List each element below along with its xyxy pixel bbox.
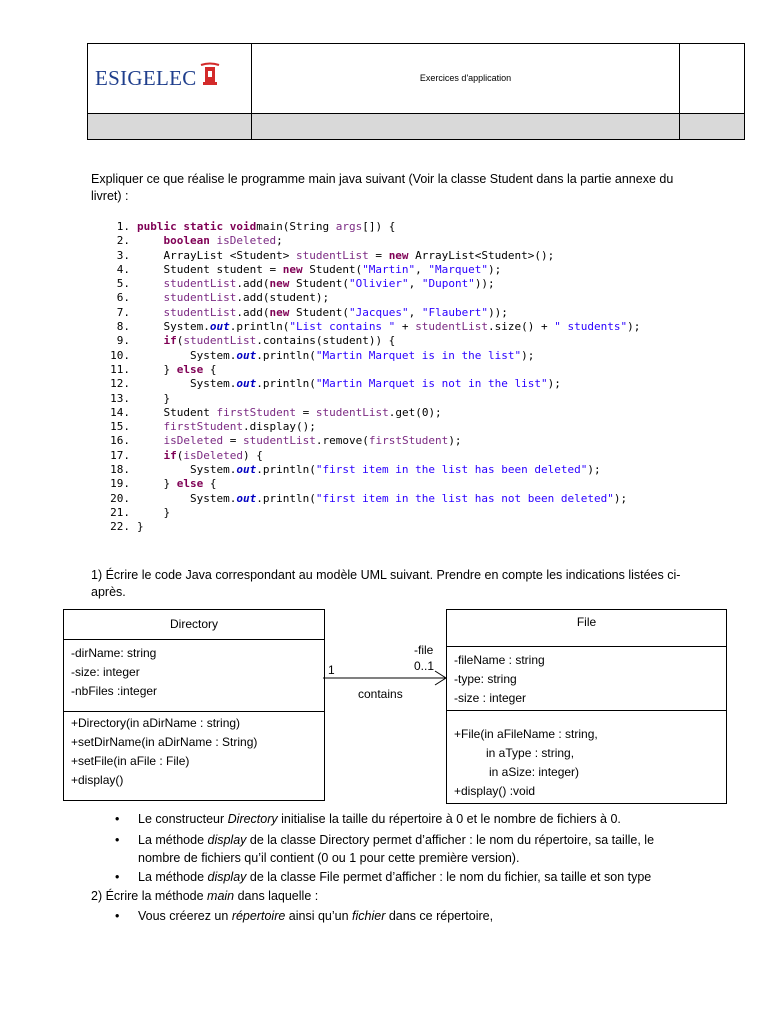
code-token: .println( — [256, 377, 316, 391]
uml-operation: in aType : string, — [486, 746, 575, 760]
code-token: studentList — [315, 405, 389, 419]
code-line — [108, 420, 640, 434]
uml-class-name: Directory — [64, 610, 324, 640]
code-line — [108, 449, 640, 463]
code-token: .println( — [256, 348, 316, 362]
code-token: "Jacques" — [348, 305, 409, 319]
uml-attributes — [64, 640, 324, 712]
code-token — [137, 449, 164, 462]
line-number: 21. — [110, 505, 130, 519]
code-token: ) { — [242, 448, 263, 462]
code-token — [137, 420, 164, 433]
code-line — [108, 520, 640, 534]
code-token: )); — [488, 305, 508, 319]
code-token: "Martin Marquet is not in the list" — [315, 377, 548, 391]
code-token: studentList — [163, 291, 237, 305]
uml-operation: +File(in aFileName : string, — [454, 727, 598, 741]
list-item — [91, 831, 691, 867]
intro-paragraph: Expliquer ce que réalise le programme main java suivant (Voir la classe Student dans la partie annexe du livret) : — [91, 172, 674, 203]
uml-operations — [64, 712, 324, 790]
instructions — [91, 810, 691, 926]
code-token: .display(); — [242, 420, 316, 434]
code-token: studentList — [415, 320, 489, 334]
code-token: .println( — [229, 320, 290, 334]
code-token: studentList — [163, 277, 237, 291]
code-token: + — [395, 320, 416, 334]
code-token: ; — [276, 234, 283, 248]
code-token: ); — [587, 463, 601, 477]
code-token: .println( — [256, 491, 316, 505]
uml-operations — [447, 711, 726, 801]
line-number: 9. — [116, 334, 130, 348]
esigelec-logo — [88, 66, 251, 91]
line-number: 6. — [116, 291, 130, 305]
list-item — [91, 907, 691, 926]
list-item — [91, 868, 691, 887]
emphasis-text: fichier — [352, 909, 386, 923]
code-token: .contains(student)) { — [256, 334, 396, 348]
code-token: []) { — [362, 220, 396, 233]
code-line — [108, 463, 640, 477]
text-span: 2) Écrire la méthode — [91, 889, 208, 903]
logo-tower-icon — [200, 62, 220, 88]
emphasis-text: display — [207, 870, 247, 884]
uml-attribute: -size: integer — [71, 665, 140, 679]
line-number: 15. — [110, 420, 130, 434]
emphasis-text: répertoire — [231, 909, 286, 923]
text-span: initialise la taille du répertoire à 0 et le nombre de fichiers à 0. — [277, 812, 621, 826]
code-token: out — [236, 491, 257, 505]
line-number: 13. — [110, 391, 130, 405]
list-item — [91, 810, 691, 829]
code-token — [137, 334, 164, 347]
code-token: ); — [488, 262, 502, 276]
code-token: Student student = — [137, 262, 283, 276]
assoc-label: contains — [358, 687, 403, 701]
code-token: ( — [176, 334, 184, 348]
code-token: .println( — [256, 463, 316, 477]
code-token: Student( — [302, 262, 363, 276]
code-token: } — [137, 520, 144, 534]
code-token: out — [209, 320, 230, 334]
assoc-target-multiplicity: 0..1 — [414, 659, 435, 673]
code-token: isDeleted — [163, 434, 224, 448]
code-line — [108, 263, 640, 277]
code-line — [108, 349, 640, 363]
code-token: .add( — [236, 305, 270, 319]
code-token: Student — [137, 405, 217, 419]
code-line — [108, 291, 640, 305]
code-token — [137, 234, 164, 247]
code-token: ); — [613, 491, 628, 505]
uml-operation: +setDirName(in aDirName : String) — [71, 735, 258, 749]
code-token: .remove( — [315, 434, 369, 448]
code-token: System. — [137, 348, 237, 362]
code-token: System. — [137, 377, 237, 391]
code-token: ArrayList <Student> — [137, 248, 296, 262]
uml-class-file — [446, 609, 727, 804]
text-span: dans ce répertoire, — [385, 909, 494, 923]
header-right-cell — [680, 44, 745, 114]
emphasis-text: Directory — [227, 812, 278, 826]
code-token: out — [236, 463, 257, 477]
code-token: else — [176, 362, 204, 376]
code-token: ); — [448, 434, 462, 448]
line-number: 14. — [110, 405, 130, 419]
uml-class-directory — [63, 609, 325, 801]
code-token: .add( — [236, 277, 270, 291]
text-span: de la classe Directory permet d’afficher : le nom du répertoire, sa taille, le nombre de fichiers qu’il contient (0 ou 1 pour cette première version). — [138, 833, 655, 865]
text-span: ainsi qu’un — [285, 909, 353, 923]
code-token: studentList — [242, 434, 316, 448]
code-token: , — [408, 305, 422, 319]
code-token: studentList — [163, 305, 237, 319]
header-table — [87, 43, 745, 140]
code-token — [137, 277, 164, 290]
line-number: 22. — [110, 520, 130, 534]
code-token: "first item in the list has not been deleted" — [315, 491, 614, 505]
code-line — [108, 434, 640, 448]
code-line — [108, 249, 640, 263]
line-number: 7. — [116, 305, 130, 319]
text-span: dans laquelle : — [234, 889, 319, 903]
code-token: = — [295, 405, 316, 419]
code-token: "List contains " — [289, 320, 396, 334]
header-title: Exercices d'application — [419, 73, 512, 84]
code-listing — [108, 220, 640, 535]
code-token: " students" — [554, 320, 628, 334]
code-line — [108, 277, 640, 291]
line-number: 8. — [116, 320, 130, 334]
code-line — [108, 477, 640, 491]
line-number: 11. — [110, 362, 130, 376]
emphasis-text: main — [207, 889, 235, 903]
code-token — [137, 291, 164, 304]
uml-attribute: -type: string — [454, 672, 517, 686]
code-line — [108, 506, 640, 520]
code-token: = — [223, 434, 243, 448]
code-token: .size() + — [488, 320, 555, 334]
code-token: "first item in the list has been deleted" — [315, 463, 588, 477]
uml-operation: +display() — [71, 773, 124, 787]
code-token: )); — [474, 277, 495, 291]
line-number: 19. — [110, 477, 130, 491]
header-shaded-cell-2 — [251, 113, 679, 139]
code-token: ArrayList<Student>(); — [408, 248, 555, 262]
text-span: Vous créerez un — [138, 909, 232, 923]
code-line — [108, 377, 640, 391]
code-token: else — [176, 477, 204, 491]
code-token: = — [368, 248, 389, 262]
question-2 — [91, 887, 691, 906]
code-token: "Olivier" — [348, 277, 409, 291]
code-token: new — [282, 262, 303, 276]
question-1: 1) Écrire le code Java correspondant au modèle UML suivant. Prendre en compte les indications listées ci-après. — [91, 568, 681, 599]
line-number: 10. — [110, 348, 130, 362]
code-token: "Martin Marquet is in the list" — [315, 348, 522, 362]
code-token: { — [203, 362, 217, 376]
code-token: Student( — [289, 305, 349, 319]
code-token: "Marquet" — [428, 262, 489, 276]
line-number: 20. — [110, 491, 130, 505]
code-token: } — [137, 362, 177, 376]
code-token: new — [269, 277, 290, 291]
code-token: boolean — [163, 234, 210, 248]
code-token: isDeleted — [183, 448, 243, 462]
line-number: 18. — [110, 463, 130, 477]
code-line — [108, 334, 640, 348]
code-token: } — [137, 477, 177, 491]
code-token — [137, 434, 164, 447]
code-line — [108, 220, 640, 234]
emphasis-text: display — [207, 833, 247, 847]
code-token: firstStudent — [368, 434, 449, 448]
text-span: La méthode — [138, 833, 208, 847]
code-line — [108, 392, 640, 406]
line-number: 1. — [116, 220, 130, 233]
uml-class-name: File — [447, 610, 726, 647]
code-token: public static void — [137, 220, 257, 233]
code-token: if — [163, 334, 177, 348]
code-token: { — [203, 477, 217, 491]
code-token: main(String — [256, 220, 336, 233]
line-number: 16. — [110, 434, 130, 448]
line-number: 3. — [116, 248, 130, 262]
code-line — [108, 306, 640, 320]
code-line — [108, 320, 640, 334]
code-token: .add(student); — [236, 291, 330, 305]
code-token: System. — [137, 463, 237, 477]
uml-attribute: -dirName: string — [71, 646, 157, 660]
uml-attribute: -size : integer — [454, 691, 527, 705]
code-token: studentList — [183, 334, 257, 348]
code-token: , — [415, 262, 429, 276]
line-number: 2. — [116, 234, 130, 248]
code-token: firstStudent — [216, 405, 296, 419]
code-token: System. — [137, 320, 210, 334]
code-token: "Flaubert" — [421, 305, 489, 319]
header-title-cell — [251, 44, 679, 114]
header-shaded-cell-1 — [88, 113, 252, 139]
code-line — [108, 406, 640, 420]
header-shaded-cell-3 — [680, 113, 745, 139]
logo-cell — [88, 44, 252, 114]
code-token: if — [163, 448, 177, 462]
code-token: ( — [176, 448, 184, 462]
uml-operation: +Directory(in aDirName : string) — [71, 716, 241, 730]
line-number: 5. — [116, 277, 130, 291]
text-span: de la classe File permet d’afficher : le nom du fichier, sa taille et son type — [246, 870, 652, 884]
code-token: System. — [137, 491, 237, 505]
code-token: studentList — [295, 248, 369, 262]
text-span: Le constructeur — [138, 812, 228, 826]
code-line — [108, 492, 640, 506]
code-token: ); — [547, 377, 561, 391]
code-token: "Dupont" — [421, 277, 475, 291]
uml-operation: +display() :void — [454, 784, 536, 798]
logo-text: ESIGELEC — [95, 65, 197, 90]
code-token: out — [236, 348, 257, 362]
code-token: firstStudent — [163, 420, 243, 434]
code-token: .get(0); — [388, 405, 442, 419]
code-line — [108, 234, 640, 248]
uml-attributes — [447, 647, 726, 711]
code-token — [137, 306, 164, 319]
code-token: "Martin" — [362, 262, 416, 276]
code-token: Student( — [289, 277, 349, 291]
assoc-role-label: -file — [414, 643, 434, 657]
uml-attribute: -nbFiles :integer — [71, 684, 158, 698]
code-token: new — [269, 305, 290, 319]
text-span: La méthode — [138, 870, 208, 884]
code-token: isDeleted — [209, 234, 277, 248]
line-number: 4. — [116, 262, 130, 276]
code-token: args — [335, 220, 363, 233]
code-token: ); — [627, 320, 641, 334]
code-line — [108, 363, 640, 377]
line-number: 17. — [110, 448, 130, 462]
line-number: 12. — [110, 377, 130, 391]
assoc-source-multiplicity: 1 — [328, 663, 335, 677]
code-token: , — [408, 277, 422, 291]
uml-attribute: -fileName : string — [454, 653, 545, 667]
code-token: new — [388, 248, 409, 262]
uml-operation: in aSize: integer) — [489, 765, 580, 779]
code-token: } — [137, 391, 171, 405]
code-token: out — [236, 377, 257, 391]
uml-operation: +setFile(in aFile : File) — [71, 754, 190, 768]
code-token: ); — [521, 348, 535, 362]
code-token: } — [137, 505, 171, 519]
